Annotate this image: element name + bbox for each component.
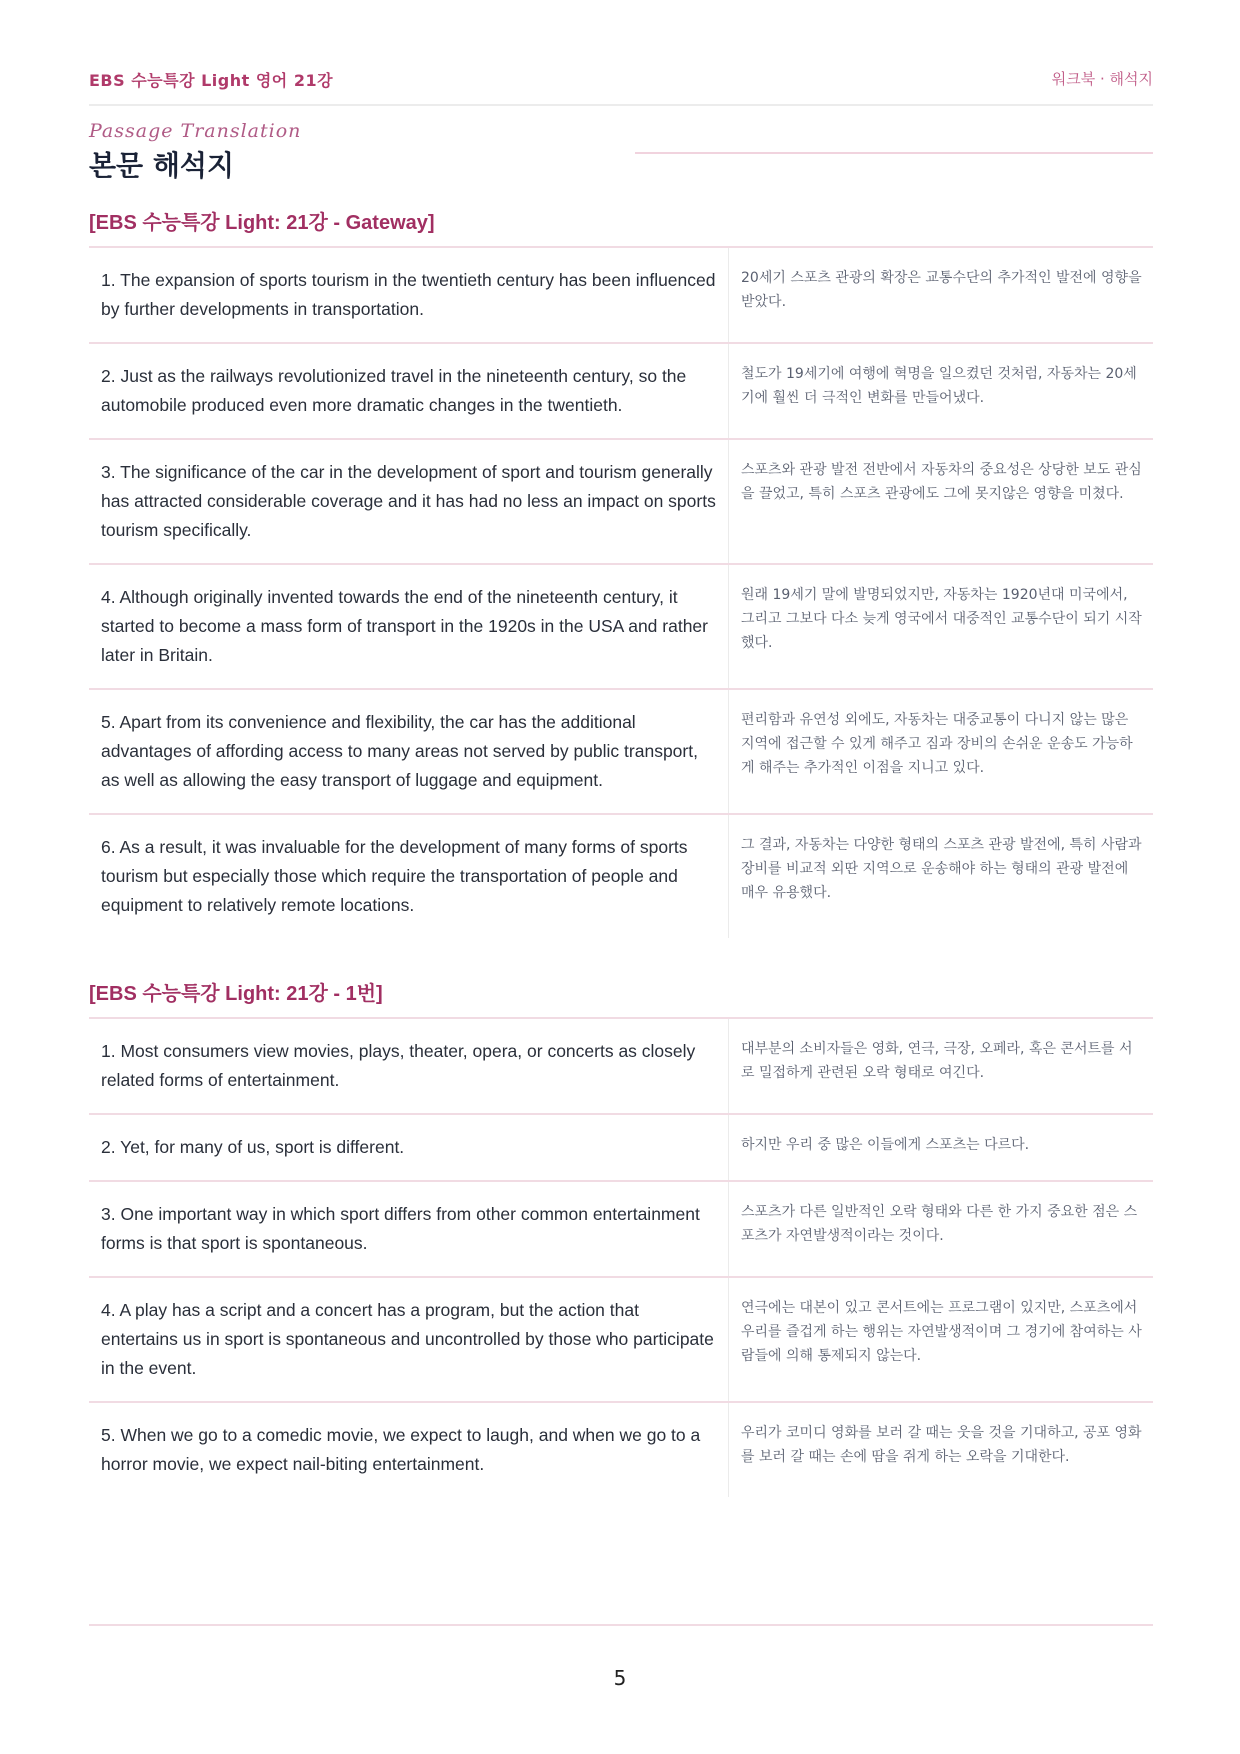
page-title: 본문 해석지: [89, 149, 234, 182]
table-row: [89, 815, 1153, 938]
korean-translation: 하지만 우리 중 많은 이들에게 스포츠는 다르다.: [741, 1137, 1030, 1153]
korean-translation: 스포츠와 관광 발전 전반에서 자동차의 중요성은 상당한 보도 관심을 끌었고, 특히 스포츠 관광에도 그에 못지않은 영향을 미쳤다.: [741, 462, 1142, 502]
korean-translation: 원래 19세기 말에 발명되었지만, 자동차는 1920년대 미국에서, 그리고 그보다 다소 늦게 영국에서 대중적인 교통수단이 되기 시작했다.: [741, 587, 1142, 651]
table-row: [89, 1019, 1153, 1115]
english-sentence: 4. A play has a script and a concert has a program, but the action that entertains us in sport is spontaneous and uncontrolled by those who participate in the event.: [89, 1278, 729, 1401]
english-sentence: 1. The expansion of sports tourism in the twentieth century has been influenced by further developments in transportation.: [89, 248, 729, 342]
table-row: [89, 1115, 1153, 1182]
english-sentence: 5. When we go to a comedic movie, we expect to laugh, and when we go to a horror movie, we expect nail-biting entertainment.: [89, 1403, 729, 1497]
page-subtitle: Passage Translation: [89, 120, 302, 142]
table-row: [89, 440, 1153, 565]
page-number: 5: [613, 1666, 627, 1690]
page-header: [89, 66, 1153, 106]
translation-table-q1: [89, 1017, 1153, 1497]
table-row: [89, 1182, 1153, 1278]
header-doc-type: 워크북 · 해석지: [1051, 70, 1153, 88]
english-sentence: 6. As a result, it was invaluable for the development of many forms of sports tourism but especially those which require the transportation of people and equipment to relatively remote locations.: [89, 815, 729, 938]
header-course-title: EBS 수능특강 Light 영어 21강: [89, 71, 334, 90]
korean-translation: 대부분의 소비자들은 영화, 연극, 극장, 오페라, 혹은 콘서트를 서로 밀접하게 관련된 오락 형태로 여긴다.: [741, 1041, 1133, 1081]
footer-divider: [89, 1624, 1153, 1626]
table-row: [89, 690, 1153, 815]
title-block: [89, 120, 1153, 180]
english-sentence: 2. Yet, for many of us, sport is different.: [89, 1115, 729, 1180]
english-sentence: 3. The significance of the car in the development of sport and tourism generally has attracted considerable coverage and it has had no less an impact on sports tourism specifically.: [89, 440, 729, 563]
english-sentence: 2. Just as the railways revolutionized travel in the nineteenth century, so the automobile produced even more dramatic changes in the twentieth.: [89, 344, 729, 438]
table-row: [89, 1403, 1153, 1497]
section-heading-q1: [EBS 수능특강 Light: 21강 - 1번]: [89, 983, 383, 1005]
korean-translation: 스포츠가 다른 일반적인 오락 형태와 다른 한 가지 중요한 점은 스포츠가 자연발생적이라는 것이다.: [741, 1204, 1138, 1244]
english-sentence: 5. Apart from its convenience and flexibility, the car has the additional advantages of affording access to many areas not served by public transport, as well as allowing the easy transport of luggage and equipment.: [89, 690, 729, 813]
korean-translation: 연극에는 대본이 있고 콘서트에는 프로그램이 있지만, 스포츠에서 우리를 즐겁게 하는 행위는 자연발생적이며 그 경기에 참여하는 사람들에 의해 통제되지 않는다.: [741, 1300, 1142, 1364]
korean-translation: 우리가 코미디 영화를 보러 갈 때는 웃을 것을 기대하고, 공포 영화를 보러 갈 때는 손에 땀을 쥐게 하는 오락을 기대한다.: [741, 1425, 1142, 1465]
table-row: [89, 1278, 1153, 1403]
section-heading-gateway: [EBS 수능특강 Light: 21강 - Gateway]: [89, 212, 435, 234]
table-row: [89, 565, 1153, 690]
english-sentence: 3. One important way in which sport differs from other common entertainment forms is that sport is spontaneous.: [89, 1182, 729, 1276]
korean-translation: 그 결과, 자동차는 다양한 형태의 스포츠 관광 발전에, 특히 사람과 장비를 비교적 외딴 지역으로 운송해야 하는 형태의 관광 발전에 매우 유용했다.: [741, 837, 1142, 901]
title-divider: [635, 152, 1153, 154]
korean-translation: 20세기 스포츠 관광의 확장은 교통수단의 추가적인 발전에 영향을 받았다.: [741, 270, 1142, 310]
korean-translation: 철도가 19세기에 여행에 혁명을 일으켰던 것처럼, 자동차는 20세기에 훨씬 더 극적인 변화를 만들어냈다.: [741, 366, 1137, 406]
korean-translation: 편리함과 유연성 외에도, 자동차는 대중교통이 다니지 않는 많은 지역에 접근할 수 있게 해주고 짐과 장비의 손쉬운 운송도 가능하게 해주는 추가적인 이점을 지니고 있다.: [741, 712, 1133, 776]
translation-table-gateway: [89, 246, 1153, 938]
english-sentence: 4. Although originally invented towards the end of the nineteenth century, it started to become a mass form of transport in the 1920s in the USA and rather later in Britain.: [89, 565, 729, 688]
table-row: [89, 248, 1153, 344]
table-row: [89, 344, 1153, 440]
english-sentence: 1. Most consumers view movies, plays, theater, opera, or concerts as closely related forms of entertainment.: [89, 1019, 729, 1113]
